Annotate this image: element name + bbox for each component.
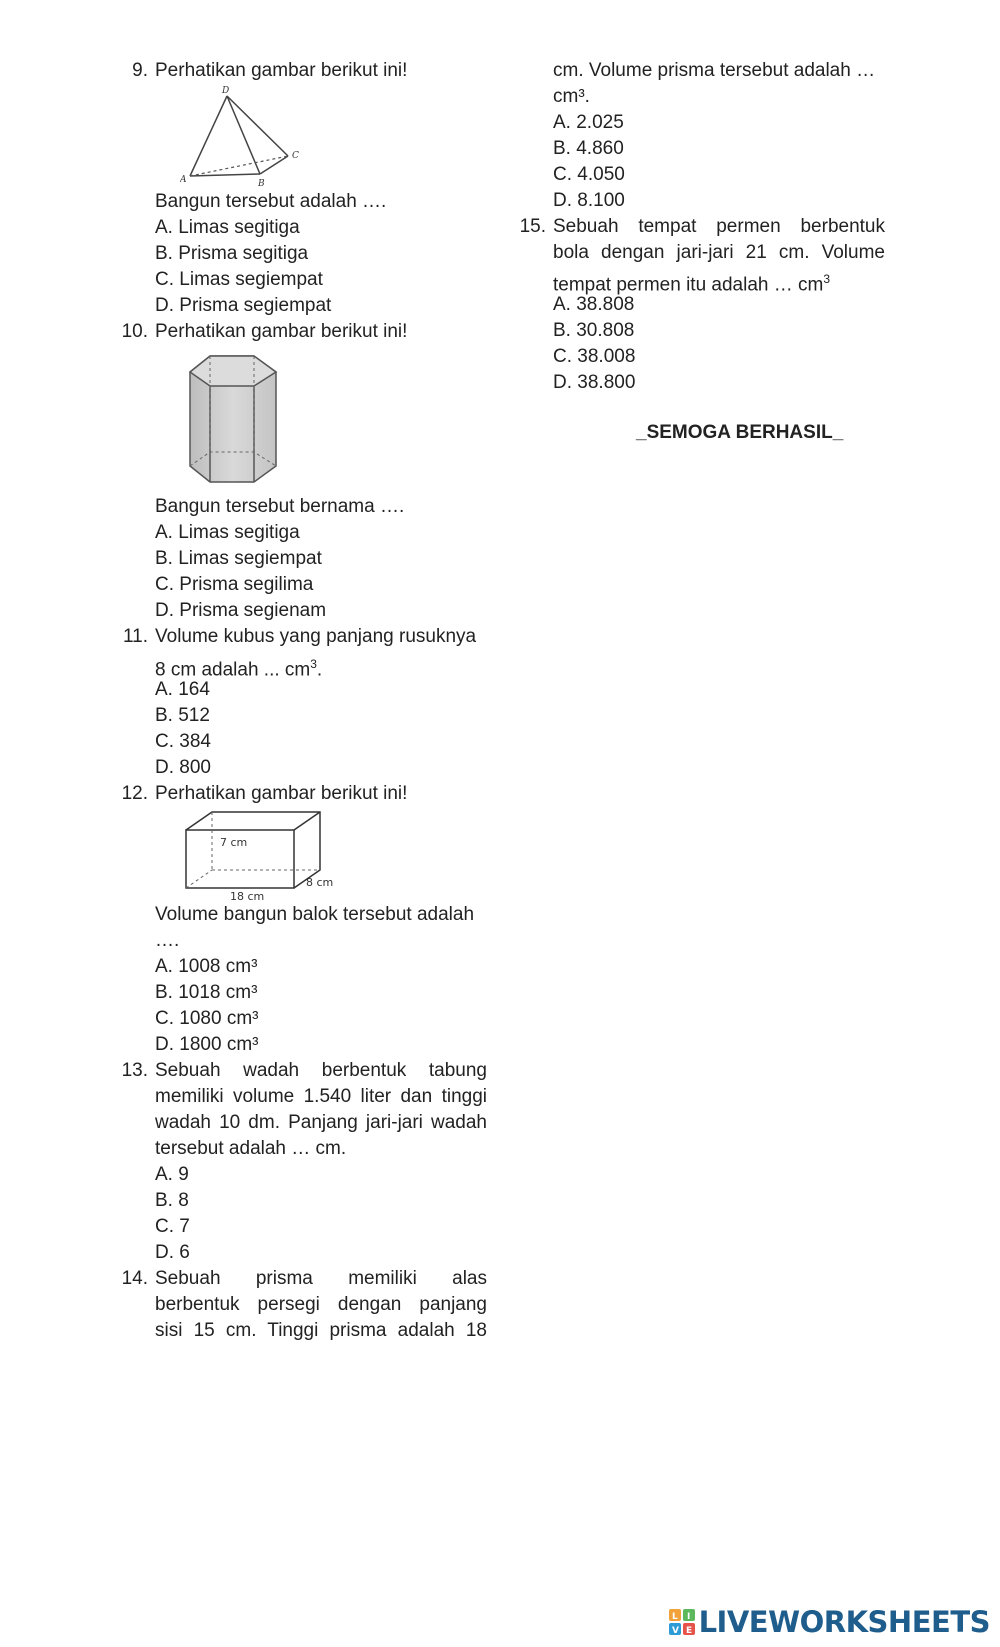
q14-option-c[interactable]: C. 4.050 [553, 164, 625, 185]
q11-number: 11. [122, 626, 148, 647]
q10-option-c[interactable]: C. Prisma segilima [155, 574, 314, 595]
q15-option-c[interactable]: C. 38.008 [553, 346, 636, 367]
q11-line2-text: 8 cm adalah ... cm [155, 659, 311, 681]
q14-continued-line1: cm. Volume prisma tersebut adalah … [553, 60, 876, 81]
q9-figure-pyramid [180, 84, 310, 190]
q13-option-b[interactable]: B. 8 [155, 1190, 189, 1211]
q12-number: 12. [121, 783, 148, 804]
q14-continued-line2: cm³. [553, 86, 590, 107]
q14-line1: Sebuah prisma memiliki alas [155, 1268, 487, 1289]
q10-figure-hexagonal-prism [186, 352, 282, 488]
q14-line3: sisi 15 cm. Tinggi prisma adalah 18 [155, 1320, 487, 1341]
q12-option-c[interactable]: C. 1080 cm³ [155, 1008, 259, 1029]
q15-line3-text: tempat permen itu adalah … cm [553, 274, 824, 296]
q9-label-a: A [180, 175, 187, 185]
q15-option-b[interactable]: B. 30.808 [553, 320, 635, 341]
q11-line2-end: . [316, 659, 323, 681]
q14-option-a[interactable]: A. 2.025 [553, 112, 624, 133]
q13-line2: memiliki volume 1.540 liter dan tinggi [155, 1086, 487, 1107]
q10-option-d[interactable]: D. Prisma segienam [155, 600, 327, 621]
logo-letter-e: E [685, 1626, 692, 1635]
q10-number: 10. [121, 321, 148, 342]
q13-line1: Sebuah wadah berbentuk tabung [155, 1060, 487, 1081]
q12-label-width: 8 cm [306, 876, 334, 889]
logo-letter-v: V [671, 1626, 679, 1635]
q12-option-a[interactable]: A. 1008 cm³ [155, 956, 258, 977]
q9-option-b[interactable]: B. Prisma segitiga [155, 243, 309, 264]
q13-line4: tersebut adalah … cm. [155, 1138, 347, 1159]
q9-label-d: D [222, 86, 230, 96]
closing-message: _SEMOGA BERHASIL_ [636, 422, 844, 443]
q9-label-b: B [258, 179, 265, 189]
q14-option-b[interactable]: B. 4.860 [553, 138, 624, 159]
q9-option-a[interactable]: A. Limas segitiga [155, 217, 300, 238]
q13-line3: wadah 10 dm. Panjang jari-jari wadah [155, 1112, 487, 1133]
q14-number: 14. [121, 1268, 148, 1289]
q10-option-b[interactable]: B. Limas segiempat [155, 548, 322, 569]
q15-line2: bola dengan jari-jari 21 cm. Volume [553, 242, 885, 263]
q11-option-a[interactable]: A. 164 [155, 679, 210, 700]
q12-question-line2: …. [155, 930, 180, 951]
liveworksheets-wordmark: LIVEWORKSHEETS [698, 1605, 990, 1639]
q13-option-a[interactable]: A. 9 [155, 1164, 189, 1185]
q9-option-c[interactable]: C. Limas segiempat [155, 269, 323, 290]
q13-option-c[interactable]: C. 7 [155, 1216, 190, 1237]
liveworksheets-brand[interactable] [669, 1605, 990, 1639]
q11-option-d[interactable]: D. 800 [155, 757, 211, 778]
q12-question-line1: Volume bangun balok tersebut adalah [155, 904, 475, 925]
q9-question: Bangun tersebut adalah …. [155, 191, 387, 212]
q15-number: 15. [519, 216, 546, 237]
q13-number: 13. [121, 1060, 148, 1081]
logo-letter-i: I [686, 1612, 690, 1622]
q12-option-d[interactable]: D. 1800 cm³ [155, 1034, 259, 1055]
logo-letter-l: L [671, 1612, 678, 1622]
q14-option-d[interactable]: D. 8.100 [553, 190, 625, 211]
q15-option-d[interactable]: D. 38.800 [553, 372, 636, 393]
q12-label-length: 18 cm [230, 890, 265, 900]
q13-option-d[interactable]: D. 6 [155, 1242, 190, 1263]
q15-line1: Sebuah tempat permen berbentuk [553, 216, 885, 237]
q9-number: 9. [132, 60, 148, 81]
q9-option-d[interactable]: D. Prisma segiempat [155, 295, 332, 316]
q11-superscript: 3 [310, 657, 317, 671]
q11-option-c[interactable]: C. 384 [155, 731, 211, 752]
q15-option-a[interactable]: A. 38.808 [553, 294, 635, 315]
q12-option-b[interactable]: B. 1018 cm³ [155, 982, 258, 1003]
q14-line2: berbentuk persegi dengan panjang [155, 1294, 487, 1315]
q12-label-height: 7 cm [220, 836, 248, 849]
q11-option-b[interactable]: B. 512 [155, 705, 210, 726]
q9-prompt: Perhatikan gambar berikut ini! [155, 60, 408, 81]
q12-figure-cuboid [182, 808, 342, 900]
q12-prompt: Perhatikan gambar berikut ini! [155, 783, 408, 804]
q10-question: Bangun tersebut bernama …. [155, 496, 405, 517]
q10-option-a[interactable]: A. Limas segitiga [155, 522, 300, 543]
liveworksheets-logo-icon [669, 1609, 695, 1635]
q10-prompt: Perhatikan gambar berikut ini! [155, 321, 408, 342]
q15-superscript: 3 [823, 272, 831, 286]
q9-label-c: C [292, 151, 299, 161]
q11-line1: Volume kubus yang panjang rusuknya [155, 626, 477, 647]
